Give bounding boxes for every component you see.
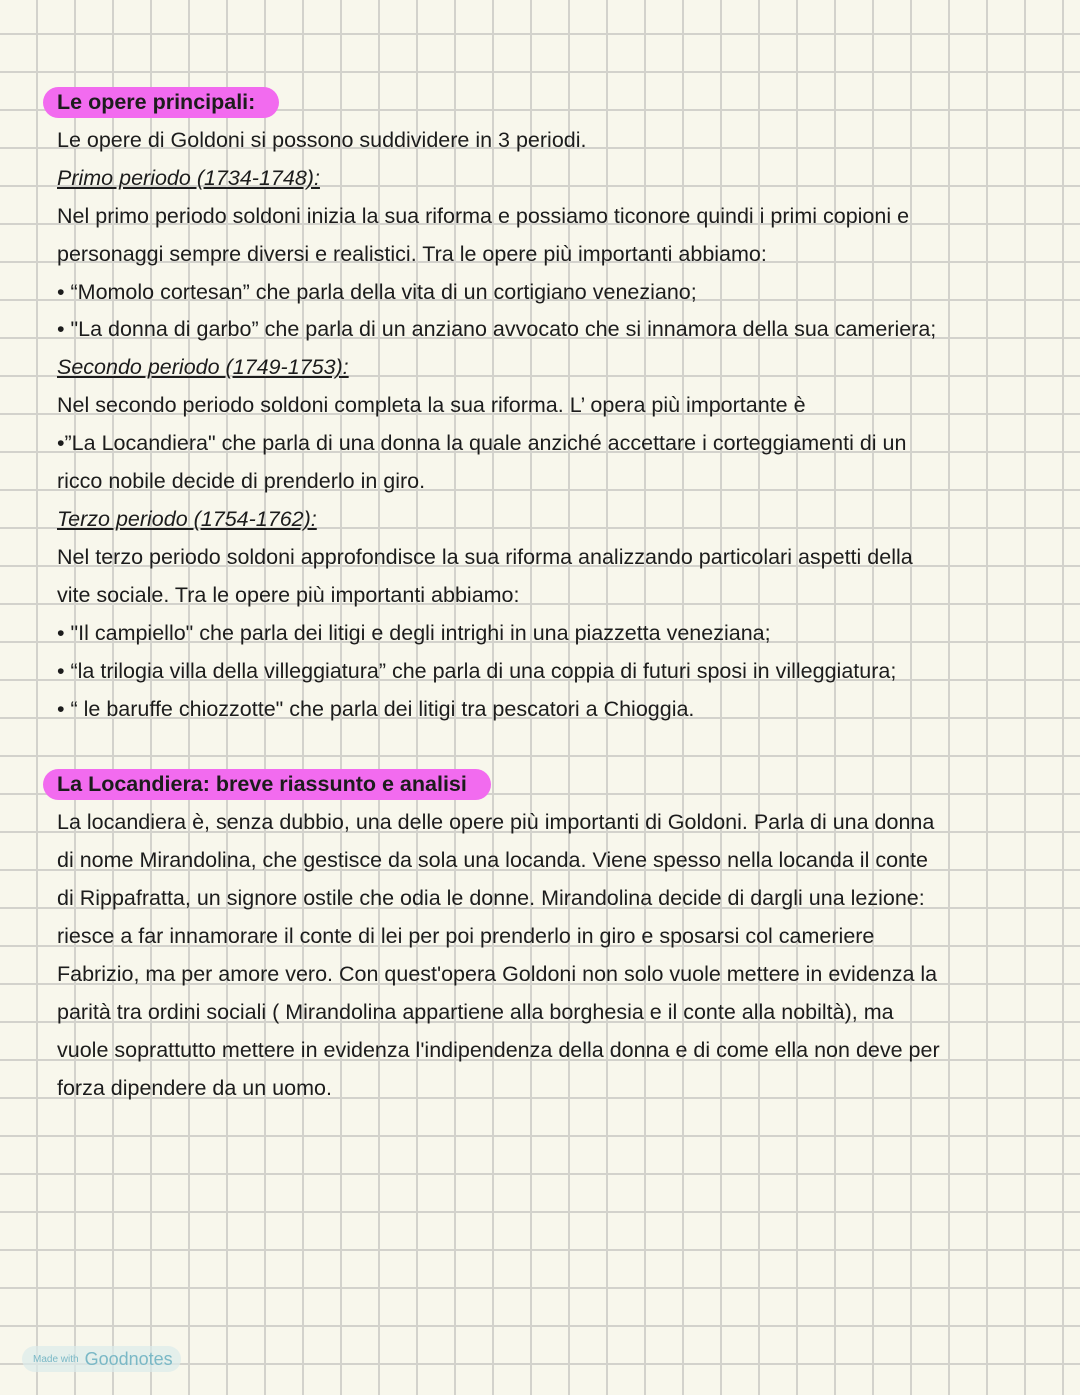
- text-line: di nome Mirandolina, che gestisce da sola una locanda. Viene spesso nella locanda il conte: [57, 848, 928, 873]
- text-line: riesce a far innamorare il conte di lei per poi prenderlo in giro e sposarsi col cameriere: [57, 924, 875, 949]
- period-heading-1: Primo periodo (1734-1748):: [57, 165, 320, 190]
- section-heading-opere: Le opere principali:: [43, 87, 279, 118]
- note-content: [57, 84, 1057, 1108]
- text-line: Nel terzo periodo soldoni approfondisce la sua riforma analizzando particolari aspetti della: [57, 544, 913, 569]
- text-line: personaggi sempre diversi e realistici. Tra le opere più importanti abbiamo:: [57, 241, 767, 266]
- text-line: forza dipendere da un uomo.: [57, 1075, 332, 1100]
- bullet-item: • “Momolo cortesan” che parla della vita di un cortigiano veneziano;: [57, 279, 697, 304]
- bullet-item: • “ le baruffe chiozzotte" che parla dei litigi tra pescatori a Chioggia.: [57, 696, 695, 721]
- text-line: vuole soprattutto mettere in evidenza l'indipendenza della donna e di come ella non deve per: [57, 1037, 940, 1062]
- bullet-item: • "Il campiello" che parla dei litigi e degli intrighi in una piazzetta veneziana;: [57, 620, 771, 645]
- text-line: Nel secondo periodo soldoni completa la sua riforma. L’ opera più importante è: [57, 393, 806, 418]
- watermark-brand: Goodnotes: [84, 1348, 173, 1369]
- text-line: Nel primo periodo soldoni inizia la sua riforma e possiamo ticonore quindi i primi copioni e: [57, 203, 910, 228]
- section-heading-locandiera: La Locandiera: breve riassunto e analisi: [43, 769, 491, 800]
- watermark-made-with: Made with: [33, 1353, 79, 1365]
- text-line: Fabrizio, ma per amore vero. Con quest'opera Goldoni non solo vuole mettere in evidenza la: [57, 961, 938, 986]
- text-line: vite sociale. Tra le opere più importanti abbiamo:: [57, 582, 520, 607]
- period-heading-2: Secondo periodo (1749-1753):: [57, 355, 349, 380]
- goodnotes-watermark: [22, 1346, 181, 1372]
- text-line: La locandiera è, senza dubbio, una delle opere più importanti di Goldoni. Parla di una donna: [57, 810, 935, 835]
- bullet-item: • “la trilogia villa della villeggiatura” che parla di una coppia di futuri sposi in villeggiatura;: [57, 658, 897, 683]
- text-line: parità tra ordini sociali ( Mirandolina appartiene alla borghesia e il conte alla nobiltà), ma: [57, 999, 894, 1024]
- text-line: ricco nobile decide di prenderlo in giro.: [57, 469, 426, 494]
- period-heading-3: Terzo periodo (1754-1762):: [57, 506, 317, 531]
- intro-text: Le opere di Goldoni si possono suddividere in 3 periodi.: [57, 127, 587, 152]
- bullet-item: •”La Locandiera" che parla di una donna la quale anziché accettare i corteggiamenti di un: [57, 431, 907, 456]
- text-line: di Rippafratta, un signore ostile che odia le donne. Mirandolina decide di dargli una lezione:: [57, 886, 925, 911]
- bullet-item: • "La donna di garbo” che parla di un anziano avvocato che si innamora della sua cameriera;: [57, 317, 937, 342]
